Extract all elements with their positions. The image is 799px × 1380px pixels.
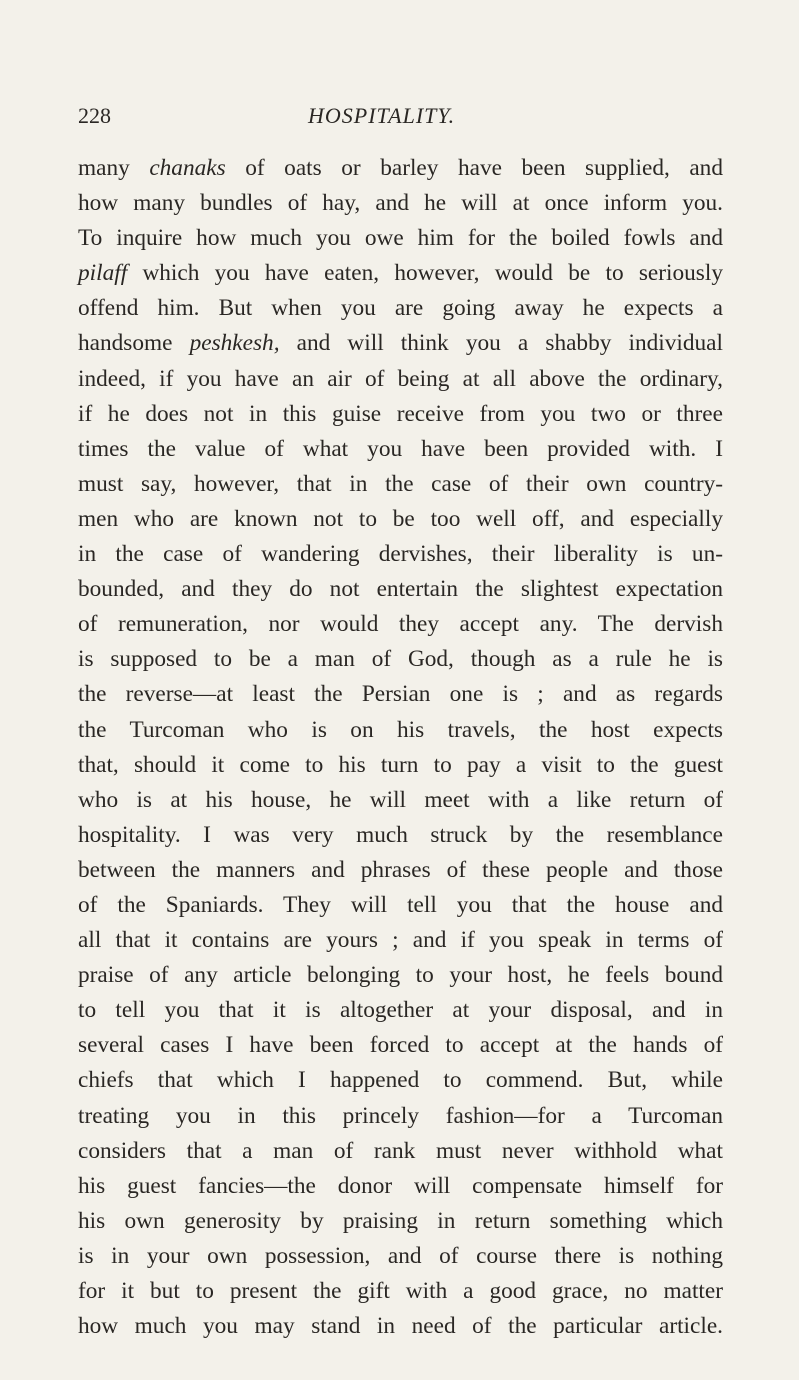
text-line	[78, 221, 723, 256]
text-line	[78, 1274, 723, 1309]
text-line	[78, 1204, 723, 1239]
text-line	[78, 818, 723, 853]
text-line	[78, 888, 723, 923]
text-segment: To inquire how much you owe him for the boiled fowls and	[78, 225, 723, 252]
text-line	[78, 958, 723, 993]
text-line	[78, 748, 723, 783]
text-segment: of oats or barley have been supplied, and	[225, 155, 723, 181]
text-line	[78, 1099, 723, 1134]
text-line	[78, 256, 723, 291]
text-line	[78, 467, 723, 502]
running-title: HOSPITALITY.	[308, 103, 456, 128]
running-head	[78, 100, 718, 140]
text-line	[78, 713, 723, 748]
text-line	[78, 783, 723, 818]
text-segment: for it but to present the gift with a good grace, no matter	[78, 1278, 723, 1304]
text-segment: indeed, if you have an air of being at all above the ordinary,	[78, 365, 723, 392]
text-line	[78, 1169, 723, 1204]
text-line	[78, 1239, 723, 1274]
text-line	[78, 326, 723, 361]
text-segment: how much you may stand in need of the particular article.	[78, 1313, 723, 1340]
text-segment: is supposed to be a man of God, though as a rule he is	[78, 646, 723, 673]
italic-term: pilaff	[78, 260, 128, 287]
text-line	[78, 677, 723, 712]
text-line	[78, 1134, 723, 1169]
text-line	[78, 362, 723, 397]
text-line	[78, 572, 723, 607]
italic-term: chanaks	[149, 155, 226, 181]
text-line	[78, 397, 723, 432]
text-segment: many	[78, 155, 150, 181]
text-line	[78, 502, 723, 537]
text-segment: his guest fancies—the donor will compensate himself for	[78, 1172, 723, 1199]
text-segment: which you have eaten, however, would be to seriously	[127, 260, 723, 287]
text-segment: if he does not in this guise receive from you two or three	[78, 400, 723, 427]
text-line	[78, 186, 723, 221]
text-segment: the reverse—at least the Persian one is ; and as regards	[78, 681, 723, 708]
text-segment: in the case of wandering dervishes, their liberality is un-	[78, 541, 723, 568]
page-number: 228	[78, 103, 111, 128]
text-line	[78, 923, 723, 958]
text-segment: of the Spaniards. They will tell you that the house and	[78, 891, 723, 918]
text-line	[78, 151, 723, 186]
text-segment: times the value of what you have been provided with. I	[78, 435, 723, 462]
text-segment: bounded, and they do not entertain the slightest expectation	[78, 576, 723, 603]
text-segment: to tell you that it is altogether at your disposal, and in	[78, 997, 723, 1024]
text-segment: treating you in this princely fashion—for a Turcoman	[78, 1102, 723, 1129]
text-line	[78, 291, 723, 326]
italic-term: peshkesh,	[189, 330, 280, 357]
text-segment: that, should it come to his turn to pay a visit to the guest	[78, 751, 723, 778]
text-line	[78, 993, 723, 1028]
text-segment: is in your own possession, and of course there is nothing	[78, 1242, 723, 1269]
text-segment: chiefs that which I happened to commend. But, while	[78, 1067, 723, 1094]
text-segment: men who are known not to be too well off, and especially	[78, 505, 723, 532]
text-line	[78, 432, 723, 467]
text-segment: all that it contains are yours ; and if you speak in terms of	[78, 927, 723, 954]
text-line	[78, 642, 723, 677]
text-segment: praise of any article belonging to your host, he feels bound	[78, 962, 723, 989]
text-segment: the Turcoman who is on his travels, the host expects	[78, 716, 723, 743]
text-line	[78, 853, 723, 888]
text-line	[78, 1309, 723, 1344]
text-segment: how many bundles of hay, and he will at once inform you.	[78, 190, 723, 217]
text-line	[78, 537, 723, 572]
text-segment: must say, however, that in the case of their own country-	[78, 470, 723, 497]
text-segment: of remuneration, nor would they accept any. The dervish	[78, 611, 723, 638]
text-segment: several cases I have been forced to accept at the hands of	[78, 1032, 723, 1059]
text-segment: hospitality. I was very much struck by the resemblance	[78, 821, 723, 848]
text-segment: considers that a man of rank must never withhold what	[78, 1137, 723, 1164]
text-segment: handsome	[78, 330, 190, 357]
text-segment: his own generosity by praising in return something which	[78, 1207, 723, 1234]
text-line	[78, 1063, 723, 1098]
text-segment: who is at his house, he will meet with a like return of	[78, 786, 723, 813]
text-line	[78, 607, 723, 642]
text-segment: offend him. But when you are going away he expects a	[78, 295, 723, 322]
text-segment: and will think you a shabby individual	[279, 330, 723, 357]
text-line	[78, 1028, 723, 1063]
text-segment: between the manners and phrases of these people and those	[78, 856, 723, 883]
body-text	[78, 151, 723, 1344]
